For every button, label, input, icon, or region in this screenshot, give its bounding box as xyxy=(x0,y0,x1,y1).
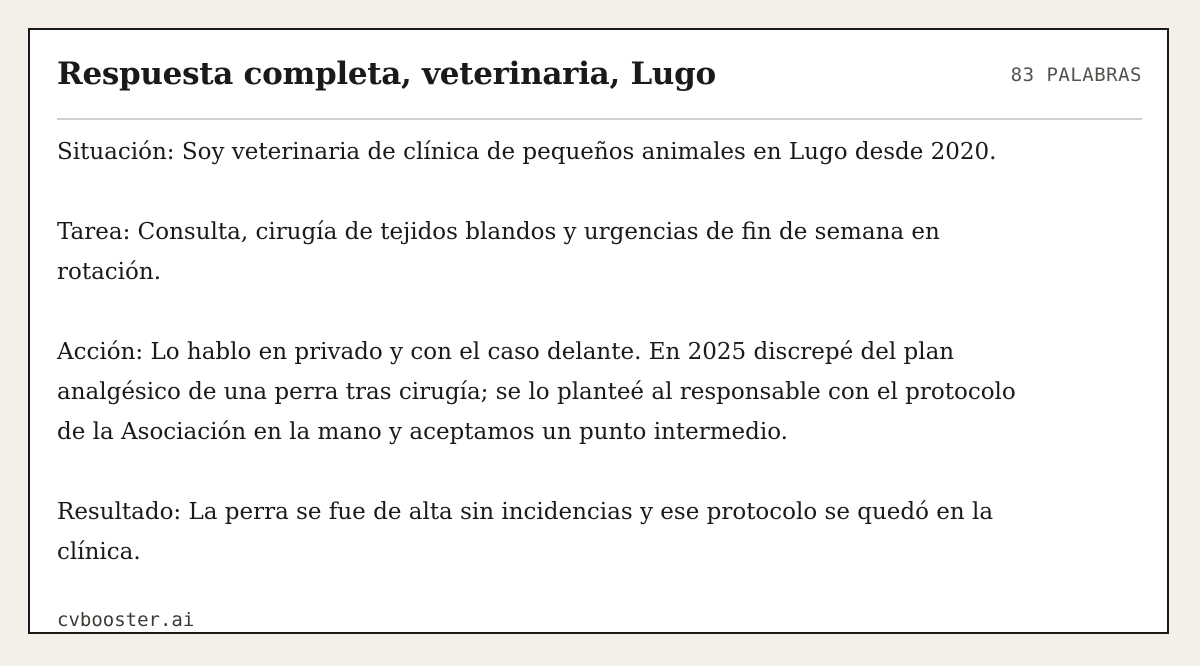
card-title: Respuesta completa, veterinaria, Lugo xyxy=(57,56,716,92)
answer-body xyxy=(57,132,1017,572)
paragraph-situacion: Situación: Soy veterinaria de clínica de pequeños animales en Lugo desde 2020. xyxy=(57,139,997,165)
paragraph-tarea: Tarea: Consulta, cirugía de tejidos blandos y urgencias de fin de semana en rotación. xyxy=(57,219,940,285)
paragraph-resultado: Resultado: La perra se fue de alta sin incidencias y ese protocolo se quedó en la clínica. xyxy=(57,499,994,565)
word-count-label: 83 PALABRAS xyxy=(1010,64,1142,86)
paragraph-accion: Acción: Lo hablo en privado y con el caso delante. En 2025 discrepé del plan analgésico de una perra tras cirugía; se lo planteé al responsable con el protocolo de la Asociación en la mano y aceptamos un punto intermedio. xyxy=(57,339,1016,445)
answer-card xyxy=(28,28,1169,634)
card-header xyxy=(57,52,1142,120)
footer-brand: cvbooster.ai xyxy=(57,609,195,631)
